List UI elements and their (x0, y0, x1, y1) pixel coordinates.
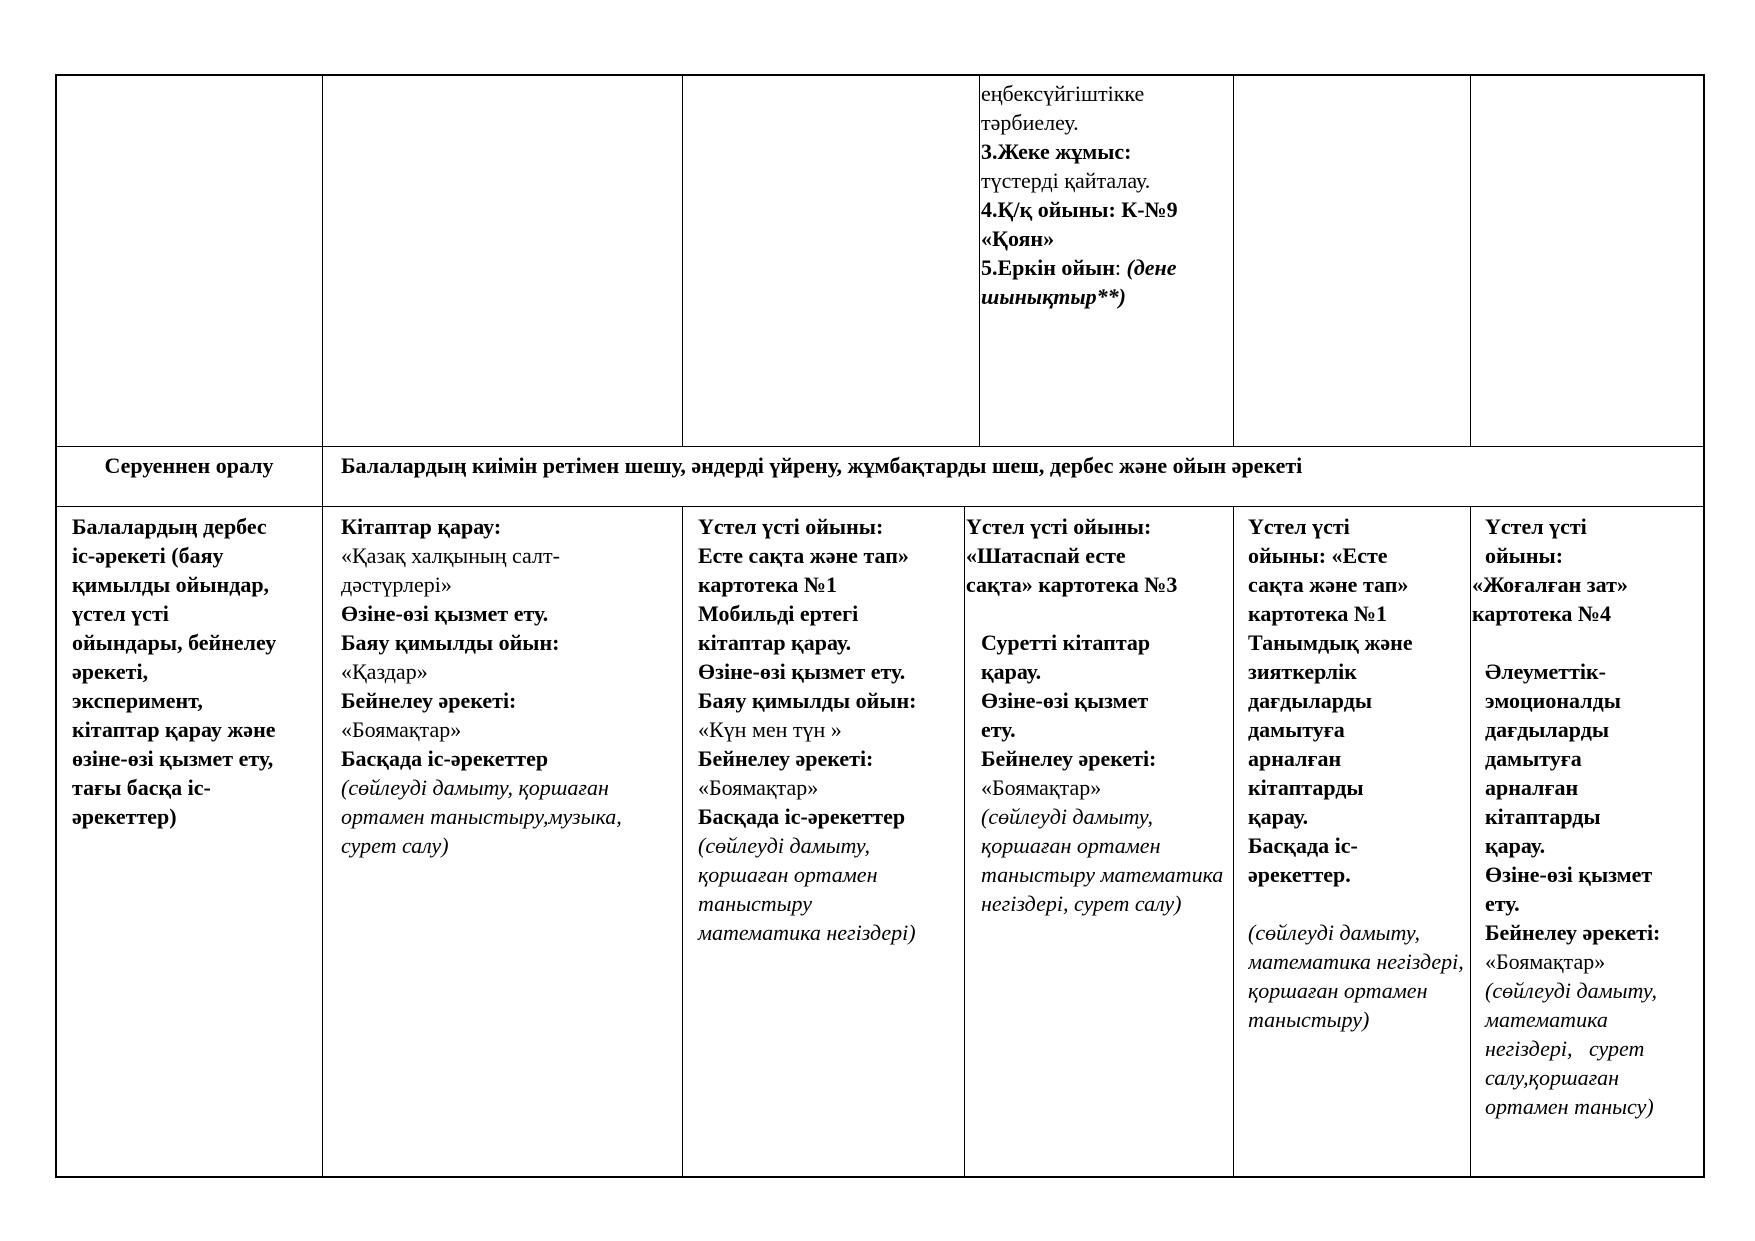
text-line: сақта және тап» (1248, 572, 1409, 597)
text-line: іс-әрекеті (баяу (72, 543, 224, 568)
text-line: арналған (1248, 746, 1342, 771)
text-line: кітаптарды (1485, 804, 1601, 829)
col-divider (322, 75, 323, 1177)
text-line: «Қоян» (981, 226, 1055, 251)
text-line: қарау. (981, 659, 1042, 684)
text-line: кітаптарды (1248, 775, 1364, 800)
text-line: Баяу қимылды ойын: (698, 688, 917, 713)
text-line: Басқада іс- (1248, 833, 1358, 858)
text-line: Бейнелеу әрекеті: (341, 688, 517, 713)
text-line: қарау. (1248, 804, 1309, 829)
text-line: дағдыларды (1485, 717, 1610, 742)
text-line: Басқада іс-әрекеттер (341, 746, 549, 771)
text-line: негіздері, сурет салу) (981, 891, 1182, 916)
text-line: ету. (981, 717, 1016, 742)
text-line: Басқада іс-әрекеттер (698, 804, 906, 829)
text-line: ойыны: «Есте (1248, 543, 1388, 568)
text-line: Баяу қимылды ойын: (341, 630, 560, 655)
text-line: таныстыру) (1248, 1007, 1370, 1032)
text-line: арналған (1485, 775, 1579, 800)
col-divider (979, 75, 980, 447)
return-row-label: Серуеннен оралу (104, 453, 274, 478)
text-line: 3.Жеке жұмыс: (981, 139, 1132, 164)
activity-col4-header (966, 512, 1177, 599)
text-line: Өзіне-өзі қызмет (1485, 862, 1653, 887)
text-fragment: 5.Еркін ойын (981, 255, 1115, 280)
activity-col2-text (341, 512, 622, 860)
text-line: картотека №4 (1472, 601, 1612, 626)
text-line (981, 253, 1178, 282)
text-line: «Қаздар» (341, 659, 428, 684)
text-line: (сөйлеуді дамыту, қоршаған (341, 775, 609, 800)
text-line: «Күн мен түн » (698, 717, 842, 742)
text-line: қарау. (1485, 833, 1546, 858)
text-line (1248, 889, 1469, 918)
text-line: Бейнелеу әрекеті: (981, 746, 1157, 771)
text-line: Үстел үсті ойыны: (698, 514, 884, 539)
text-line: Мобильді ертегі (698, 601, 859, 626)
text-line: негіздері, сурет (1485, 1036, 1645, 1061)
text-line: ойыны: (1485, 543, 1564, 568)
activity-col3-text (698, 512, 916, 947)
text-line: (сөйлеуді дамыту, (698, 833, 871, 858)
activity-col4-text (981, 628, 1232, 918)
text-line: Бейнелеу әрекеті: (1485, 920, 1661, 945)
text-line: еңбексүйгіштікке (981, 81, 1145, 106)
text-line: әрекеті, (72, 659, 149, 684)
text-line: «Боямақтар» (981, 775, 1102, 800)
text-line: салу,қоршаған (1485, 1065, 1620, 1090)
col-divider (1470, 507, 1471, 1177)
text-line: ортамен таныстыру,музыка, (341, 804, 622, 829)
text-line: дағдыларды (1248, 688, 1373, 713)
text-line: ортамен танысу) (1485, 1094, 1654, 1119)
text-line: (сөйлеуді дамыту, (981, 804, 1154, 829)
text-line: «Боямақтар» (1485, 949, 1606, 974)
text-line: (сөйлеуді дамыту, (1485, 978, 1658, 1003)
top-row-col4-text (981, 79, 1178, 311)
text-line: математика негіздері) (698, 920, 916, 945)
text-line: дамытуға (1248, 717, 1345, 742)
text-line: Балалардың дербес (72, 514, 267, 539)
text-line: Суретті кітаптар (981, 630, 1151, 655)
return-row-content: Балалардың киімін ретімен шешу, әндерді үйрену, жұмбақтарды шеш, дербес және ойын әрекеті (341, 453, 1303, 478)
text-line: тәрбиелеу. (981, 110, 1079, 135)
text-line: кітаптар қарау және (72, 717, 276, 742)
text-line: математика негіздері, (1248, 949, 1464, 974)
text-line: тағы басқа іс- (72, 775, 211, 800)
text-line: Үстел үсті (1485, 514, 1587, 539)
activity-col6-text (1485, 657, 1660, 1121)
text-line: «Қазақ халқының салт- (341, 543, 560, 568)
text-fragment: : (1114, 255, 1127, 280)
col-divider (964, 507, 965, 1177)
text-line: сақта» картотека №3 (966, 572, 1178, 597)
text-line: зияткерлік (1248, 659, 1357, 684)
text-line: «Шатаспай есте (966, 543, 1126, 568)
text-line: әрекеттер. (1248, 862, 1351, 887)
text-line: математика (1485, 1007, 1608, 1032)
col-divider (1233, 75, 1234, 447)
row-divider-top (56, 446, 1704, 447)
text-line: «Боямақтар» (341, 717, 462, 742)
activity-col6-header (1472, 512, 1628, 628)
text-line: сурет салу) (341, 833, 449, 858)
text-line: дамытуға (1485, 746, 1582, 771)
text-line: кітаптар қарау. (698, 630, 852, 655)
text-line: «Жоғалған зат» (1472, 572, 1628, 597)
text-line: Үстел үсті ойыны: (966, 514, 1152, 539)
text-line: әрекеттер) (72, 804, 177, 829)
text-line: таныстыру математика (981, 862, 1224, 887)
text-line: Әлеуметтік- (1485, 659, 1606, 684)
text-line: Есте сақта және тап» (698, 543, 909, 568)
text-line: (сөйлеуді дамыту, (1248, 920, 1421, 945)
text-line: шынықтыр**) (981, 284, 1126, 309)
text-line: 4.Қ/қ ойыны: К-№9 (981, 197, 1178, 222)
text-line: өзіне-өзі қызмет ету, (72, 746, 274, 771)
text-line: дәстүрлері» (341, 572, 452, 597)
text-line: Өзіне-өзі қызмет ету. (341, 601, 549, 626)
row-divider-bottom (56, 506, 1704, 507)
text-line: «Боямақтар» (698, 775, 819, 800)
text-line: түстерді қайталау. (981, 168, 1151, 193)
col-divider (1233, 507, 1234, 1177)
text-line: Үстел үсті (1248, 514, 1350, 539)
text-line: Бейнелеу әрекеті: (698, 746, 874, 771)
text-line: үстел үсті (72, 601, 169, 626)
col-divider (682, 507, 683, 1177)
text-line: таныстыру (698, 891, 812, 916)
text-line: қоршаған ортамен (1248, 978, 1428, 1003)
text-line: Кітаптар қарау: (341, 514, 502, 539)
activity-row-label (72, 512, 276, 831)
col-divider (682, 75, 683, 447)
text-line: қоршаған ортамен (981, 833, 1161, 858)
text-line: Танымдық және (1248, 630, 1413, 655)
text-line: эксперимент, (72, 688, 203, 713)
text-line: Өзіне-өзі қызмет (981, 688, 1149, 713)
activity-col5-text (1248, 512, 1469, 1034)
text-line: қимылды ойындар, (72, 572, 270, 597)
text-line: эмоционалды (1485, 688, 1621, 713)
col-divider (1470, 75, 1471, 447)
text-line: ету. (1485, 891, 1520, 916)
text-fragment: (дене (1126, 255, 1177, 280)
text-line: ойындары, бейнелеу (72, 630, 277, 655)
text-line: картотека №1 (1248, 601, 1388, 626)
text-line: қоршаған ортамен (698, 862, 878, 887)
text-line: картотека №1 (698, 572, 838, 597)
text-line: Өзіне-өзі қызмет ету. (698, 659, 906, 684)
